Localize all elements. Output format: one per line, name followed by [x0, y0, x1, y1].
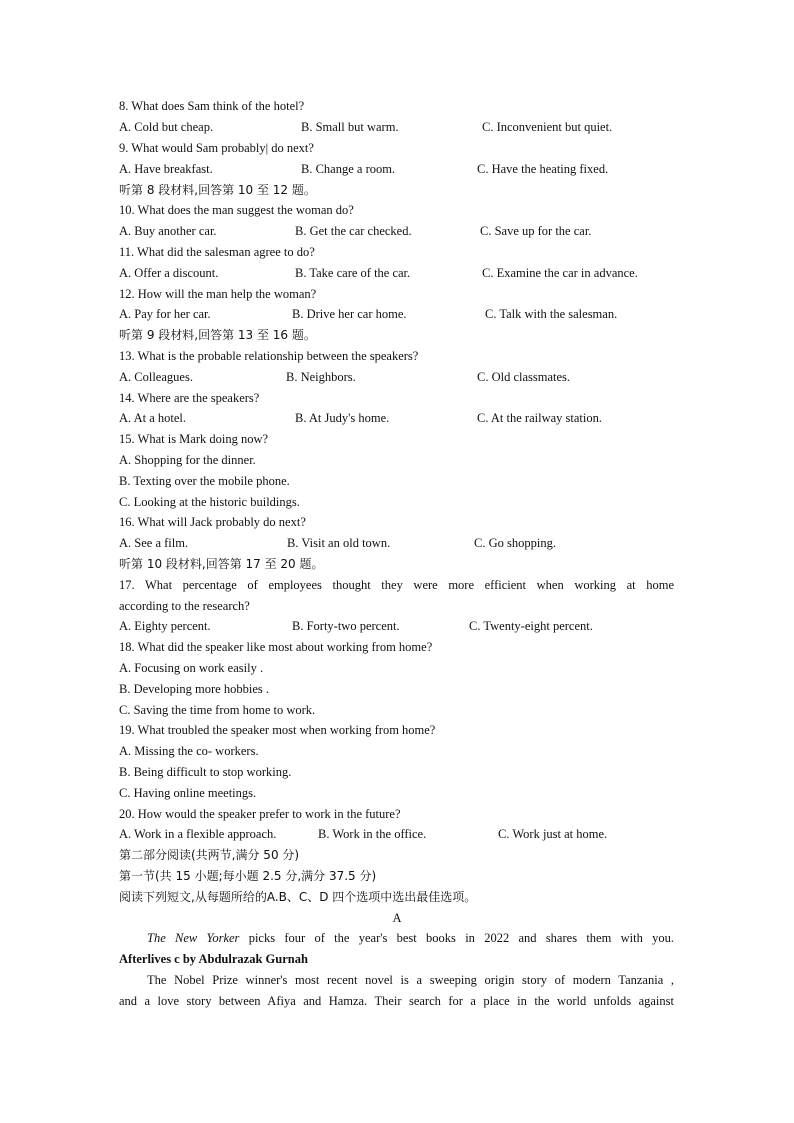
- option-a: A. Focusing on work easily .: [119, 661, 264, 675]
- option-a: A. Have breakfast.: [119, 162, 213, 176]
- option-c: C. Have the heating fixed.: [477, 162, 609, 176]
- option-c: C. Inconvenient but quiet.: [482, 120, 613, 134]
- option-c: C. Twenty-eight percent.: [469, 619, 593, 633]
- passage-intro-text: picks four of the year's best books in 2022 and shares them with you.: [239, 931, 674, 945]
- option-c: C. Having online meetings.: [119, 786, 257, 800]
- question-17-line-2: according to the research?: [119, 599, 250, 613]
- option-b: B. Forty-two percent.: [292, 619, 400, 633]
- option-b: B. Texting over the mobile phone.: [119, 474, 290, 488]
- option-a: A. Missing the co- workers.: [119, 744, 259, 758]
- section-9-heading: 听第 9 段材料,回答第 13 至 16 题。: [119, 328, 316, 342]
- passage-paragraph-line-1: The Nobel Prize winner's most recent novel is a sweeping origin story of modern Tanzania ,: [147, 973, 674, 987]
- option-b: B. Drive her car home.: [292, 307, 407, 321]
- option-b: B. Neighbors.: [286, 370, 356, 384]
- question-14: 14. Where are the speakers?: [119, 391, 260, 405]
- option-a: A. Shopping for the dinner.: [119, 453, 256, 467]
- option-c: C. Examine the car in advance.: [482, 266, 638, 280]
- passage-paragraph-line-2: and a love story between Afiya and Hamza. Their search for a place in the world unfolds against: [119, 994, 674, 1008]
- section-1-heading: 第一节(共 15 小题;每小题 2.5 分,满分 37.5 分): [119, 869, 377, 883]
- passage-intro: [147, 930, 674, 946]
- question-10: 10. What does the man suggest the woman do?: [119, 203, 354, 217]
- section-10-heading: 听第 10 段材料,回答第 17 至 20 题。: [119, 557, 324, 571]
- question-19: 19. What troubled the speaker most when working from home?: [119, 723, 436, 737]
- question-15: 15. What is Mark doing now?: [119, 432, 269, 446]
- option-b: B. Visit an old town.: [287, 536, 391, 550]
- option-b: B. At Judy's home.: [295, 411, 390, 425]
- part-2-heading: 第二部分阅读(共两节,满分 50 分): [119, 848, 300, 862]
- question-16: 16. What will Jack probably do next?: [119, 515, 306, 529]
- option-c: C. Saving the time from home to work.: [119, 703, 316, 717]
- option-b: B. Get the car checked.: [295, 224, 412, 238]
- magazine-name: The New Yorker: [147, 931, 240, 945]
- reading-instructions: 阅读下列短文,从每题所给的A.B、C、D 四个选项中选出最佳选项。: [119, 890, 477, 904]
- question-13: 13. What is the probable relationship between the speakers?: [119, 349, 419, 363]
- option-b: B. Take care of the car.: [295, 266, 411, 280]
- option-a: A. Pay for her car.: [119, 307, 211, 321]
- question-9: 9. What would Sam probably| do next?: [119, 141, 314, 155]
- option-b: B. Change a room.: [301, 162, 396, 176]
- option-a: A. At a hotel.: [119, 411, 187, 425]
- question-17-line-1: 17. What percentage of employees thought they were more efficient when working at home: [119, 578, 674, 592]
- option-a: A. Cold but cheap.: [119, 120, 214, 134]
- question-18: 18. What did the speaker like most about working from home?: [119, 640, 433, 654]
- option-b: B. Developing more hobbies .: [119, 682, 269, 696]
- question-12: 12. How will the man help the woman?: [119, 287, 317, 301]
- option-a: A. Eighty percent.: [119, 619, 211, 633]
- option-a: A. Buy another car.: [119, 224, 217, 238]
- question-8: 8. What does Sam think of the hotel?: [119, 99, 305, 113]
- option-a: A. See a film.: [119, 536, 189, 550]
- option-c: C. Save up for the car.: [480, 224, 592, 238]
- option-c: C. Talk with the salesman.: [485, 307, 618, 321]
- book-title: Afterlives c by Abdulrazak Gurnah: [119, 952, 308, 966]
- section-8-heading: 听第 8 段材料,回答第 10 至 12 题。: [119, 183, 316, 197]
- passage-letter: A: [392, 911, 402, 925]
- option-c: C. Looking at the historic buildings.: [119, 495, 300, 509]
- option-c: C. Go shopping.: [474, 536, 556, 550]
- option-a: A. Work in a flexible approach.: [119, 827, 277, 841]
- option-b: B. Being difficult to stop working.: [119, 765, 292, 779]
- option-a: A. Offer a discount.: [119, 266, 219, 280]
- question-11: 11. What did the salesman agree to do?: [119, 245, 315, 259]
- question-20: 20. How would the speaker prefer to work in the future?: [119, 807, 401, 821]
- option-b: B. Work in the office.: [318, 827, 427, 841]
- option-c: C. At the railway station.: [477, 411, 602, 425]
- option-a: A. Colleagues.: [119, 370, 193, 384]
- option-b: B. Small but warm.: [301, 120, 399, 134]
- option-c: C. Work just at home.: [498, 827, 608, 841]
- option-c: C. Old classmates.: [477, 370, 571, 384]
